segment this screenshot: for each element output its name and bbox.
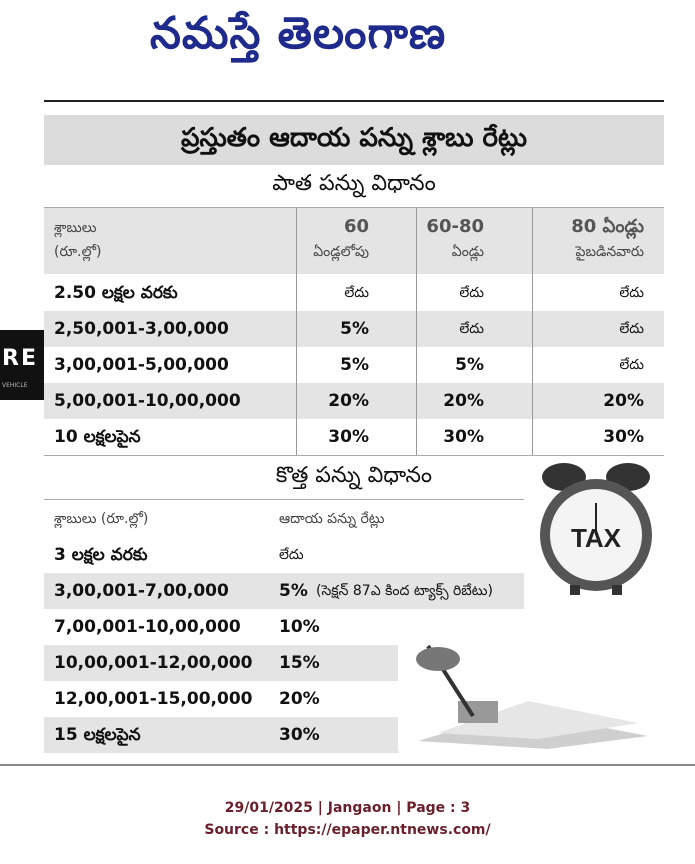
rate-cell: 5% — [279, 581, 308, 601]
documents-illustration — [398, 641, 663, 751]
table-row — [44, 347, 664, 383]
rate-cell: లేదు — [459, 321, 484, 337]
slab-cell: 7,00,001-10,00,000 — [54, 617, 241, 637]
rate-cell: 30% — [279, 725, 320, 745]
rate-cell: 30% — [603, 427, 644, 447]
panel-title: ప్రస్తుతం ఆదాయ పన్ను శ్లాబు రేట్లు — [180, 123, 528, 153]
side-advertisement — [0, 330, 44, 400]
old-table-header — [44, 208, 664, 274]
table-row — [44, 573, 524, 609]
clock-label: TAX — [570, 523, 622, 553]
slab-cell: 12,00,001-15,00,000 — [54, 689, 253, 709]
table-row — [44, 609, 399, 645]
header-below60: 60 — [343, 216, 369, 237]
rate-cell: లేదు — [619, 285, 644, 301]
column-divider — [416, 208, 417, 455]
rate-cell: 30% — [328, 427, 369, 447]
table-row — [44, 275, 664, 311]
slab-cell: 5,00,001-10,00,000 — [54, 391, 241, 411]
footer-source: Source : https://epaper.ntnews.com/ — [204, 822, 491, 838]
column-divider — [296, 208, 297, 455]
table-row — [44, 383, 664, 419]
slab-cell: 3 లక్షల వరకు — [54, 545, 148, 565]
footer-date-edition: 29/01/2025 | Jangaon | Page : 3 — [224, 800, 471, 816]
header-slab: శ్లాబులు — [54, 220, 97, 236]
masthead — [0, 0, 695, 92]
alarm-clock-illustration — [530, 455, 662, 595]
rebate-note: (సెక్షన్ 87ఎ కింద ట్యాక్స్ రిబేటు) — [316, 583, 493, 599]
slab-cell: 10 లక్షలపైన — [54, 427, 141, 447]
rate-cell: లేదు — [459, 285, 484, 301]
table-row — [44, 645, 399, 681]
slab-cell: 2,50,001-3,00,000 — [54, 319, 229, 339]
hand-shape — [416, 647, 460, 671]
bottom-rule — [0, 764, 695, 766]
rate-cell: లేదు — [279, 547, 304, 563]
rate-cell: లేదు — [619, 321, 644, 337]
old-regime-heading: పాత పన్ను విధానం — [272, 171, 436, 196]
rate-cell: 30% — [443, 427, 484, 447]
rate-cell: 20% — [443, 391, 484, 411]
table-row — [44, 537, 524, 573]
header-above80: 80 ఏండ్లు — [571, 216, 644, 237]
header-slab-unit: (రూ.ల్లో) — [54, 244, 102, 260]
table-row — [44, 419, 664, 455]
title-bar — [44, 115, 664, 165]
header-60-80-label: ఏండ్లు — [451, 244, 484, 260]
divider — [44, 499, 524, 500]
slab-cell: 15 లక్షలపైన — [54, 725, 141, 745]
rate-cell: 15% — [279, 653, 320, 673]
rate-cell: 20% — [279, 689, 320, 709]
header-60-80: 60-80 — [426, 216, 484, 237]
clock-foot — [612, 585, 622, 595]
ad-text: RE — [2, 346, 38, 371]
rate-cell: 5% — [340, 355, 369, 375]
column-divider — [532, 208, 533, 455]
table-row — [44, 681, 399, 717]
ad-subtext: VEHICLE — [2, 382, 28, 389]
slab-cell: 3,00,001-7,00,000 — [54, 581, 229, 601]
rate-cell: లేదు — [344, 285, 369, 301]
slab-cell: 3,00,001-5,00,000 — [54, 355, 229, 375]
table-row — [44, 717, 399, 753]
slab-cell: 10,00,001-12,00,000 — [54, 653, 253, 673]
rate-cell: 5% — [455, 355, 484, 375]
new-regime-heading: కొత్త పన్ను విధానం — [275, 463, 433, 488]
new-header-rate: ఆదాయ పన్ను రేట్లు — [279, 511, 385, 527]
rate-cell: 10% — [279, 617, 320, 637]
rate-cell: 20% — [328, 391, 369, 411]
header-above80-label: పైబడినవారు — [575, 244, 644, 260]
rate-cell: 20% — [603, 391, 644, 411]
slab-cell: 2.50 లక్షల వరకు — [54, 283, 178, 303]
new-header-slab: శ్లాబులు (రూ.ల్లో) — [54, 511, 149, 527]
header-below60-label: ఏండ్లలోపు — [313, 244, 369, 260]
rate-cell: 5% — [340, 319, 369, 339]
clock-foot — [570, 585, 580, 595]
newspaper-title: నమస్తే తెలంగాణ — [150, 8, 447, 59]
table-row — [44, 311, 664, 347]
top-rule — [44, 100, 664, 102]
rate-cell: లేదు — [619, 357, 644, 373]
